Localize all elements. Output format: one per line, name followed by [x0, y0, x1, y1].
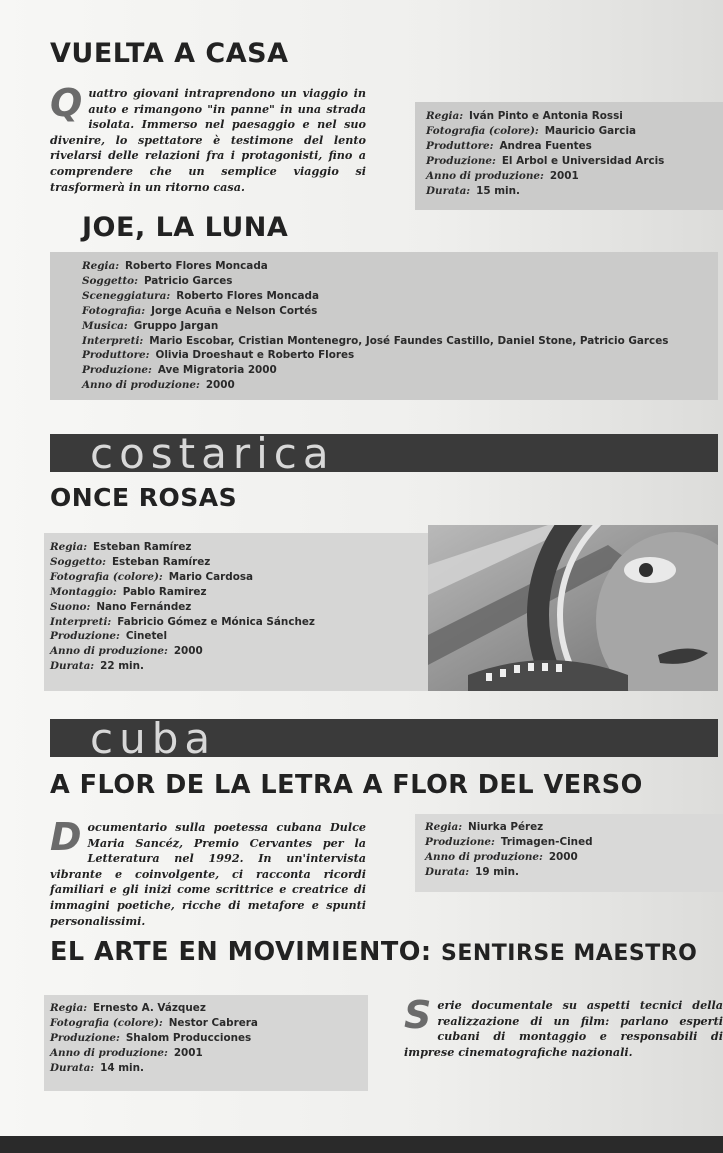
credit-value: 2001: [173, 1046, 203, 1059]
credit-value: Ave Migratoria 2000: [157, 364, 277, 377]
credit-line: [426, 139, 723, 154]
credit-label: Suono:: [50, 600, 91, 613]
credit-value: Roberto Flores Moncada: [176, 289, 319, 302]
credit-value: Jorge Acuña e Nelson Cortés: [151, 304, 318, 317]
credit-line: [426, 154, 723, 169]
credit-label: Durata:: [425, 865, 470, 878]
credit-value: Mario Cardosa: [168, 570, 254, 583]
credit-label: Musica:: [82, 319, 128, 332]
page-bottom-edge: [0, 1136, 723, 1153]
dropcap-q: Q: [50, 81, 83, 125]
credit-value: Shalom Producciones: [125, 1031, 252, 1044]
credit-label: Anno di produzione:: [50, 645, 168, 658]
credit-label: Fotografia:: [82, 304, 146, 317]
credit-label: Sceneggiatura:: [82, 289, 171, 302]
credit-line: [50, 1031, 368, 1046]
credit-value: Andrea Fuentes: [499, 139, 592, 152]
country-name: cuba: [90, 714, 217, 763]
credit-line: [425, 820, 723, 835]
credit-line: [82, 259, 718, 274]
country-band-costarica: [50, 429, 718, 478]
credit-line: [50, 570, 428, 585]
credit-label: Regia:: [82, 260, 120, 272]
credit-label: Regia:: [50, 1002, 88, 1014]
credit-label: Anno di produzione:: [425, 850, 543, 863]
credit-value: Ernesto A. Vázquez: [93, 1002, 206, 1014]
credit-label: Durata:: [50, 660, 95, 673]
credit-line: [50, 600, 428, 615]
credits-joe-la-luna: [50, 252, 718, 400]
credit-label: Produttore:: [82, 349, 150, 362]
credit-value: Mario Escobar, Cristian Montenegro, José Faundes Castillo, Daniel Stone, Patricio Garces: [149, 334, 669, 347]
synopsis-a-flor-de-la-letra: [50, 815, 366, 929]
credit-line: [50, 555, 428, 570]
film-title-vuelta-a-casa: VUELTA A CASA: [50, 38, 289, 69]
country-band-cuba: [50, 714, 718, 763]
country-name: costarica: [90, 429, 335, 478]
credit-label: Anno di produzione:: [50, 1046, 168, 1059]
dropcap-d: D: [50, 815, 82, 859]
credit-label: Produzione:: [425, 835, 495, 848]
credit-line: [50, 1061, 368, 1076]
credit-value: 15 min.: [476, 184, 520, 197]
credits-a-flor-de-la-letra: [415, 814, 723, 892]
credit-line: [82, 319, 718, 334]
credit-line: [426, 169, 723, 184]
credit-line: [82, 274, 718, 289]
synopsis-vuelta-a-casa: [50, 81, 366, 195]
synopsis-text: ocumentario sulla poetessa cubana Dulce Maria Sancéz, Premio Cervantes per la Letteratura nel 1992. In un'intervista vibrante e coinvolgente, ci racconta ricordi familiari e gli inizi come scrittrice e creatrice di immagini poetiche, ricche di metafore e spunti personalissimi.: [50, 820, 366, 928]
credit-line: [426, 109, 723, 124]
credit-label: Soggetto:: [50, 555, 106, 568]
credit-value: Roberto Flores Moncada: [125, 260, 268, 272]
credit-value: Niurka Pérez: [468, 821, 544, 833]
credit-line: [425, 865, 723, 880]
credit-line: [82, 348, 718, 363]
credit-label: Produttore:: [426, 139, 494, 152]
credit-value: Cinetel: [125, 630, 168, 643]
credit-label: Durata:: [426, 184, 471, 197]
synopsis-el-arte: [404, 998, 723, 1060]
credit-value: 22 min.: [100, 660, 144, 673]
credit-label: Durata:: [50, 1061, 95, 1074]
credits-el-arte: [44, 995, 368, 1091]
credit-line: [50, 1016, 368, 1031]
film-still-image: [428, 525, 718, 691]
credit-label: Fotografia (colore):: [426, 124, 539, 137]
credit-value: Patricio Garces: [143, 274, 233, 287]
credit-value: 2001: [549, 169, 579, 182]
credit-line: [50, 615, 428, 630]
credit-line: [425, 835, 723, 850]
title-main: EL ARTE EN MOVIMIENTO:: [50, 937, 441, 967]
credit-value: Fabricio Gómez e Mónica Sánchez: [117, 615, 315, 628]
credit-line: [50, 1046, 368, 1061]
credit-line: [426, 184, 723, 199]
credit-value: Olivia Droeshaut e Roberto Flores: [155, 349, 355, 362]
credit-label: Soggetto:: [82, 274, 138, 287]
credit-value: Iván Pinto e Antonia Rossi: [469, 110, 623, 122]
credit-value: 19 min.: [475, 865, 519, 878]
credit-line: [50, 1001, 368, 1016]
credit-label: Produzione:: [50, 630, 120, 643]
credit-label: Regia:: [426, 110, 464, 122]
credit-line: [82, 304, 718, 319]
synopsis-text: erie documentale su aspetti tecnici della realizzazione di un film: parlano esperti cubani di montaggio e responsabili di imprese cinematografiche nazionali.: [404, 998, 723, 1059]
credit-line: [82, 363, 718, 378]
credit-label: Anno di produzione:: [426, 169, 544, 182]
credit-label: Interpreti:: [50, 615, 112, 628]
film-title-joe-la-luna: JOE, LA LUNA: [82, 212, 289, 243]
credit-line: [82, 334, 718, 349]
credit-value: Mauricio Garcia: [544, 124, 637, 137]
credit-label: Produzione:: [426, 154, 496, 167]
credit-label: Produzione:: [50, 1031, 120, 1044]
credits-vuelta-a-casa: [415, 102, 723, 210]
credit-line: [50, 644, 428, 659]
credit-line: [82, 378, 718, 393]
credit-value: 14 min.: [100, 1061, 144, 1074]
credit-value: Gruppo Jargan: [133, 319, 219, 332]
credit-value: 2000: [173, 645, 203, 658]
credit-line: [426, 124, 723, 139]
credit-label: Regia:: [50, 541, 88, 553]
credit-value: El Arbol e Universidad Arcis: [501, 154, 665, 167]
credit-line: [50, 629, 428, 644]
credit-value: Nestor Cabrera: [168, 1016, 258, 1029]
credit-value: 2000: [548, 850, 578, 863]
credit-value: Esteban Ramírez: [111, 555, 211, 568]
credit-value: 2000: [205, 379, 235, 392]
credit-value: Esteban Ramírez: [93, 541, 192, 553]
credit-value: Nano Fernández: [96, 600, 192, 613]
credit-line: [82, 289, 718, 304]
credit-label: Fotografia (colore):: [50, 1016, 163, 1029]
credit-label: Regia:: [425, 821, 463, 833]
credit-label: Montaggio:: [50, 585, 117, 598]
film-title-once-rosas: ONCE ROSAS: [50, 483, 238, 512]
dropcap-s: S: [404, 998, 432, 1037]
film-title-a-flor-de-la-letra: A FLOR DE LA LETRA A FLOR DEL VERSO: [50, 770, 643, 800]
credit-line: [50, 659, 428, 674]
credit-line: [425, 850, 723, 865]
film-still-illustration: [428, 525, 718, 691]
credit-line: [50, 585, 428, 600]
credits-once-rosas: [44, 533, 428, 691]
credit-label: Produzione:: [82, 364, 152, 377]
title-subtitle: SENTIRSE MAESTRO: [440, 941, 698, 966]
credit-label: Fotografia (colore):: [50, 570, 163, 583]
credit-label: Interpreti:: [82, 334, 144, 347]
credit-value: Pablo Ramirez: [122, 585, 207, 598]
film-title-el-arte-en-movimiento: [50, 937, 697, 967]
credit-line: [50, 540, 428, 555]
credit-value: Trimagen-Cined: [500, 835, 593, 848]
credit-label: Anno di produzione:: [82, 379, 200, 392]
synopsis-text: uattro giovani intraprendono un viaggio in auto e rimangono "in panne" in una strada isolata. Immerso nel paesaggio e nel suo divenire, lo spettatore è testimone del lento rivelarsi delle relazioni fra i protagonisti, fino a comprendere che un semplice viaggio si trasformerà in un ritorno casa.: [50, 86, 366, 194]
